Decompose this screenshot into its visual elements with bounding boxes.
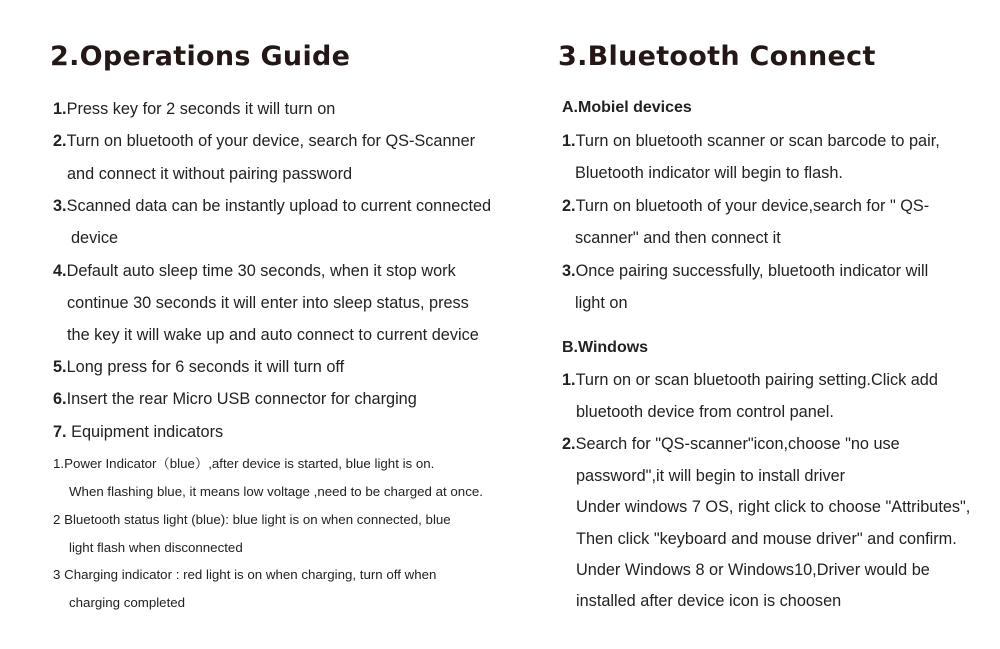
item-line: the key it will wake up and auto connect to current device [67, 326, 479, 344]
item-line: and connect it without pairing password [67, 165, 353, 183]
item-number: 1. [562, 132, 576, 150]
item-text: Long press for 6 seconds it will turn off [66, 358, 345, 376]
item-line [53, 99, 335, 119]
item-line: light on [575, 294, 628, 312]
item-text: Turn on or scan bluetooth pairing setting.Click add [575, 371, 938, 389]
item-line [562, 131, 940, 151]
item-line: scanner" and then connect it [575, 229, 781, 247]
item-line: password",it will begin to install driver [576, 467, 846, 485]
item-text: Press key for 2 seconds it will turn on [66, 100, 336, 118]
operations-guide-title: 2.Operations Guide [50, 41, 351, 72]
item-line: installed after device icon is choosen [576, 592, 842, 610]
item-line [562, 434, 900, 454]
item-text: Scanned data can be instantly upload to current connected [66, 197, 492, 215]
item-text: Search for "QS-scanner"icon,choose "no use [575, 435, 900, 453]
item-line [53, 261, 456, 281]
item-line: Bluetooth indicator will begin to flash. [575, 164, 843, 182]
indicator-line: 2 Bluetooth status light (blue): blue light is on when connected, blue [53, 512, 451, 527]
indicator-line: When flashing blue, it means low voltage ,need to be charged at once. [69, 484, 483, 499]
item-line: Then click "keyboard and mouse driver" and confirm. [576, 530, 957, 548]
item-number: 7. [53, 423, 67, 441]
item-text: Equipment indicators [66, 423, 224, 441]
item-text: Turn on bluetooth of your device, search for QS-Scanner [66, 132, 476, 150]
item-line [53, 196, 491, 216]
item-line [562, 261, 928, 281]
item-line [562, 370, 938, 390]
item-line: Under windows 7 OS, right click to choose "Attributes", [576, 498, 971, 516]
indicator-line: charging completed [69, 595, 186, 610]
indicator-line: light flash when disconnected [69, 540, 243, 555]
item-text: Once pairing successfully, bluetooth indicator will [575, 262, 929, 280]
item-line [562, 196, 929, 216]
item-number: 2. [562, 197, 576, 215]
item-number: 4. [53, 262, 67, 280]
item-number: 1. [53, 100, 67, 118]
item-line [53, 389, 417, 409]
item-line [53, 422, 223, 442]
indicator-line: 1.Power Indicator（blue）,after device is started, blue light is on. [53, 456, 435, 471]
item-line: continue 30 seconds it will enter into sleep status, press [67, 294, 469, 312]
item-number: 5. [53, 358, 67, 376]
item-text: Insert the rear Micro USB connector for charging [66, 390, 417, 408]
item-text: Default auto sleep time 30 seconds, when it stop work [66, 262, 456, 280]
item-number: 3. [562, 262, 576, 280]
item-number: 1. [562, 371, 576, 389]
item-text: Turn on bluetooth scanner or scan barcode to pair, [575, 132, 940, 150]
item-line [53, 131, 475, 151]
bluetooth-connect-title: 3.Bluetooth Connect [558, 41, 876, 72]
item-number: 6. [53, 390, 67, 408]
item-number: 3. [53, 197, 67, 215]
item-line [53, 357, 344, 377]
indicator-line: 3 Charging indicator : red light is on when charging, turn off when [53, 567, 437, 582]
item-text: Turn on bluetooth of your device,search for " QS- [575, 197, 930, 215]
item-line: device [71, 229, 119, 247]
item-number: 2. [562, 435, 576, 453]
item-number: 2. [53, 132, 67, 150]
windows-heading: B.Windows [562, 339, 649, 356]
mobile-devices-heading: A.Mobiel devices [562, 99, 692, 116]
item-line: Under Windows 8 or Windows10,Driver would be [576, 561, 930, 579]
item-line: bluetooth device from control panel. [576, 403, 834, 421]
